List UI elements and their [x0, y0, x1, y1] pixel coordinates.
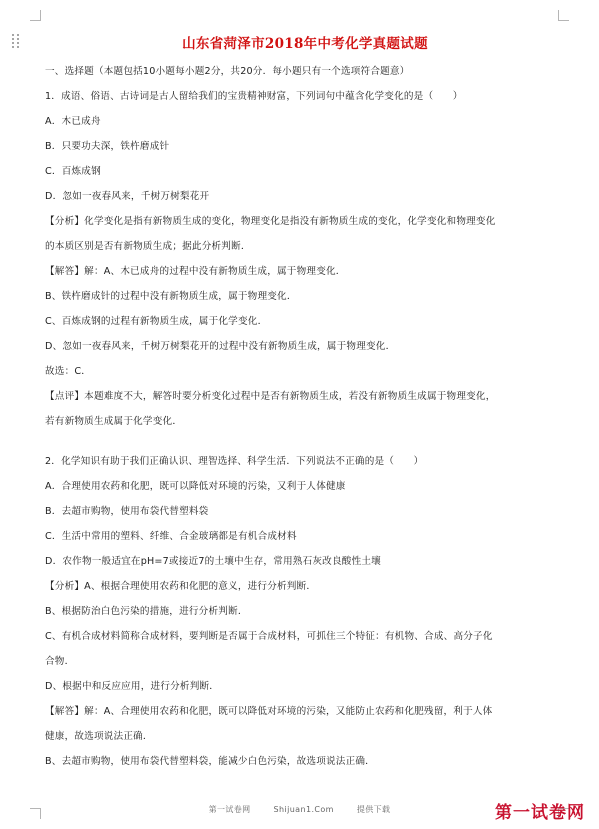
option-d: D．忽如一夜春风来，千树万树梨花开: [45, 191, 210, 202]
option-c: C．生活中常用的塑料、纤维、合金玻璃都是有机合成材料: [45, 531, 297, 542]
question-stem: 1．成语、俗语、古诗词是古人留给我们的宝贵精神财富，下列词句中蕴含化学变化的是（ ）: [45, 91, 463, 102]
section-heading: 一、选择题（本题包括10小题每小题2分，共20分．每小题只有一个选项符合题意）: [45, 66, 410, 77]
footer-site-url: Shijuan1.Com: [273, 805, 334, 814]
document-title: 山东省菏泽市2018年中考化学真题试题: [182, 36, 428, 52]
analysis-text: C、有机合成材料简称合成材料，要判断是否属于合成材料，可抓住三个特征：有机物、合成、高分子化: [45, 631, 493, 642]
option-b: B．去超市购物，使用布袋代替塑料袋: [45, 506, 209, 517]
option-a: A．木已成舟: [45, 116, 101, 127]
option-c: C．百炼成钢: [45, 166, 101, 177]
answer-choice: 故选：C．: [45, 366, 92, 377]
option-b: B．只要功夫深，铁杵磨成针: [45, 141, 170, 152]
answer-text: 【解答】解：A、木已成舟的过程中没有新物质生成，属于物理变化．: [45, 266, 346, 277]
document-body: [45, 32, 565, 768]
analysis-text: 【分析】A、根据合理使用农药和化肥的意义，进行分析判断．: [45, 581, 317, 592]
analysis-text: 的本质区别是否有新物质生成；据此分析判断．: [45, 241, 251, 252]
comment-text: 若有新物质生成属于化学变化．: [45, 416, 183, 427]
analysis-text: 【分析】化学变化是指有新物质生成的变化，物理变化是指没有新物质生成的变化，化学变化和物理变化: [45, 216, 496, 227]
comment-text: 【点评】本题难度不大，解答时要分析变化过程中是否有新物质生成，若没有新物质生成属于物理变化，: [45, 391, 496, 402]
answer-text: C、百炼成钢的过程有新物质生成，属于化学变化．: [45, 316, 268, 327]
question-stem: 2．化学知识有助于我们正确认识、理智选择、科学生活．下列说法不正确的是（ ）: [45, 456, 424, 467]
answer-text: 健康，故选项说法正确．: [45, 731, 153, 742]
page-corner-mark: [558, 10, 569, 21]
analysis-text: B、根据防治白色污染的措施，进行分析判断．: [45, 606, 248, 617]
option-d: D．农作物一般适宜在pH=7或接近7的土壤中生存，常用熟石灰改良酸性土壤: [45, 556, 381, 567]
option-a: A．合理使用农药和化肥，既可以降低对环境的污染，又利于人体健康: [45, 481, 346, 492]
answer-text: D、忽如一夜春风来，千树万树梨花开的过程中没有新物质生成，属于物理变化．: [45, 341, 396, 352]
move-handle-icon[interactable]: [12, 34, 24, 48]
answer-text: B、铁杵磨成针的过程中没有新物质生成，属于物理变化．: [45, 291, 297, 302]
answer-text: B、去超市购物，使用布袋代替塑料袋，能减少白色污染，故选项说法正确．: [45, 756, 375, 767]
analysis-text: 合物．: [45, 656, 75, 667]
footer-site-name: 第一试卷网: [208, 805, 251, 814]
analysis-text: D、根据中和反应应用，进行分析判断．: [45, 681, 220, 692]
watermark-logo: 第一试卷网: [495, 803, 585, 823]
footer-download-note: 提供下载: [356, 805, 391, 814]
answer-text: 【解答】解：A、合理使用农药和化肥，既可以降低对环境的污染，又能防止农药和化肥残留，利于人体: [45, 706, 493, 717]
page-corner-mark: [30, 10, 41, 21]
